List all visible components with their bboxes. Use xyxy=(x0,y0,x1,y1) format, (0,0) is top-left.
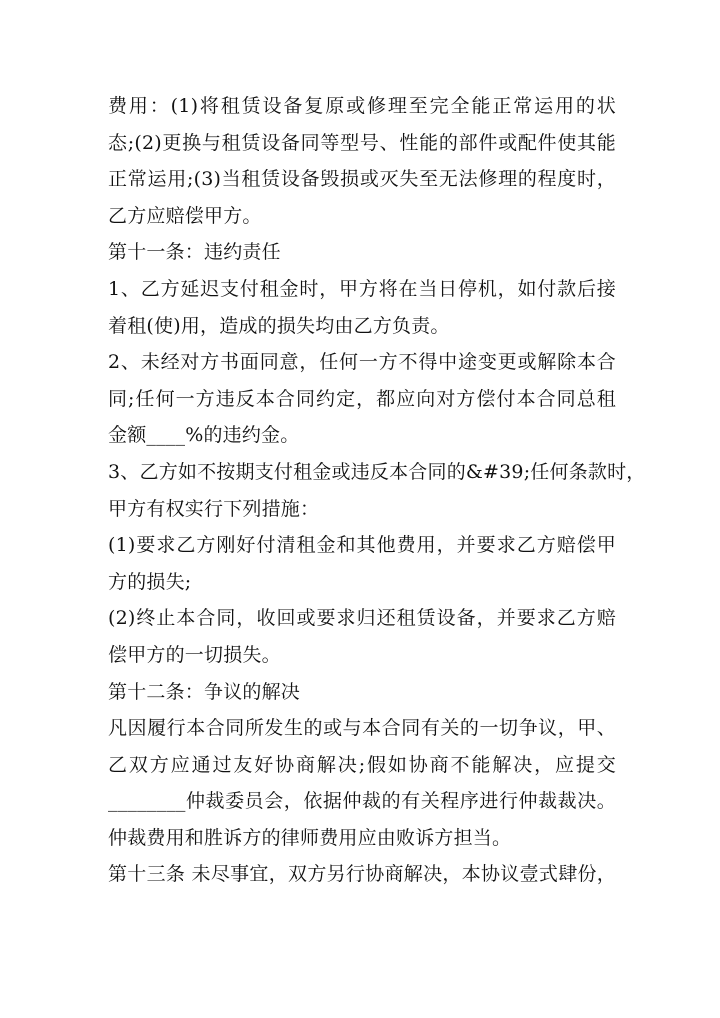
text-line: 第十一条：违约责任 xyxy=(108,241,281,264)
text-line: 费用：(1)将租赁设备复原或修理至完全能正常运用的状 xyxy=(108,95,616,117)
text-line: 凡因履行本合同所发生的或与本合同有关的一切争议，甲、 xyxy=(108,717,616,740)
text-line: (2)终止本合同，收回或要求归还租赁设备，并要求乙方赔 xyxy=(108,607,616,630)
document-body xyxy=(108,88,646,893)
text-line: 甲方有权实行下列措施： xyxy=(108,497,320,520)
text-line: 第十二条：争议的解决 xyxy=(108,680,301,703)
text-line: 正常运用;(3)当租赁设备毁损或灭失至无法修理的程度时， xyxy=(108,168,616,191)
text-line: 第十三条 未尽事宜，双方另行协商解决，本协议壹式肆份， xyxy=(108,863,616,886)
text-line: 偿甲方的一切损失。 xyxy=(108,643,281,666)
text-line: 金额____%的违约金。 xyxy=(108,424,300,447)
text-line: 态;(2)更换与租赁设备同等型号、性能的部件或配件使其能 xyxy=(108,131,616,154)
text-line: 1、乙方延迟支付租金时，甲方将在当日停机，如付款后接 xyxy=(108,277,616,300)
text-line: 方的损失; xyxy=(108,570,192,593)
text-line: 同;任何一方违反本合同约定，都应向对方偿付本合同总租 xyxy=(108,387,616,410)
text-line: 乙双方应通过友好协商解决;假如协商不能解决，应提交 xyxy=(108,753,616,776)
text-line: 2、未经对方书面同意，任何一方不得中途变更或解除本合 xyxy=(108,351,616,374)
text-line: 乙方应赔偿甲方。 xyxy=(108,204,262,227)
text-line: 着租(使)用，造成的损失均由乙方负责。 xyxy=(108,314,450,337)
text-line: ________仲裁委员会，依据仲裁的有关程序进行仲裁裁决。 xyxy=(108,790,616,813)
text-line: 3、乙方如不按期支付租金或违反本合同的&#39;任何条款时， xyxy=(108,460,646,483)
text-line: 仲裁费用和胜诉方的律师费用应由败诉方担当。 xyxy=(108,826,512,849)
text-line: (1)要求乙方刚好付清租金和其他费用，并要求乙方赔偿甲 xyxy=(108,534,616,557)
